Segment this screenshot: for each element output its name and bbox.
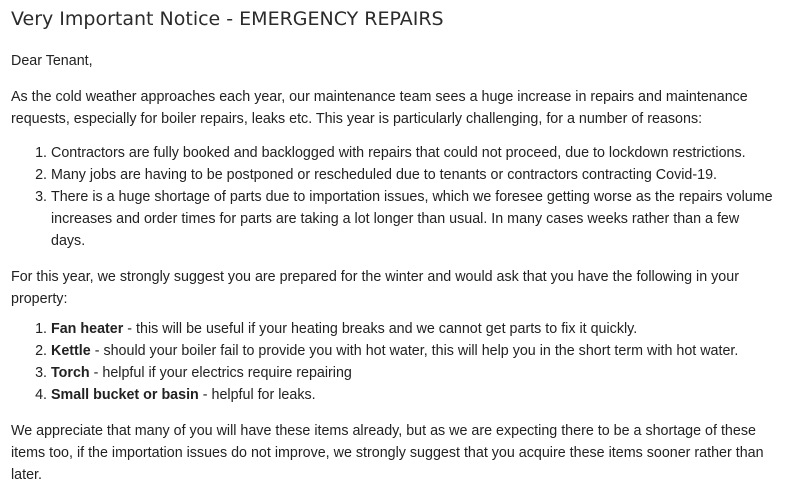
intro-paragraph: As the cold weather approaches each year, our maintenance team sees a huge increase in repairs and maintenance requests, especially for boiler repairs, leaks etc. This year is particularly challenging, for a number of reasons: xyxy=(11,89,748,127)
suggestion-paragraph: For this year, we strongly suggest you are prepared for the winter and would ask that you have the following in your property: xyxy=(11,269,739,307)
item-torch xyxy=(51,362,775,384)
item-description: - helpful if your electrics require repairing xyxy=(89,365,352,381)
item-name: Kettle xyxy=(51,343,91,359)
item-kettle xyxy=(51,340,775,362)
item-fan-heater xyxy=(51,318,775,340)
item-description: - should your boiler fail to provide you with hot water, this will help you in the short term with hot water. xyxy=(90,343,739,359)
notice-title: Very Important Notice - EMERGENCY REPAIRS xyxy=(11,8,444,30)
item-description: - helpful for leaks. xyxy=(198,387,316,403)
reason-item: 1. Contractors are fully booked and backlogged with repairs that could not proceed, due to lockdown restrictions. xyxy=(51,142,775,164)
item-name: Fan heater xyxy=(51,321,124,337)
reason-item: 3. There is a huge shortage of parts due to importation issues, which we foresee getting worse as the repairs volume increases and order times for parts are taking a lot longer than usual. In many cases weeks rather than a few days. xyxy=(51,186,775,252)
item-name: Torch xyxy=(51,365,90,381)
reasons-list xyxy=(11,142,775,252)
item-description: - this will be useful if your heating breaks and we cannot get parts to fix it quickly. xyxy=(123,321,638,337)
reason-item: 2. Many jobs are having to be postponed or rescheduled due to tenants or contractors contracting Covid-19. xyxy=(51,164,775,186)
items-list xyxy=(11,318,775,406)
item-name: Small bucket or basin xyxy=(51,387,199,403)
closing-paragraph: We appreciate that many of you will have these items already, but as we are expecting there to be a shortage of these items too, if the importation issues do not improve, we strongly suggest that you acquire these items sooner rather than later. xyxy=(11,423,764,483)
item-bucket xyxy=(51,384,775,406)
greeting: Dear Tenant, xyxy=(11,53,93,69)
